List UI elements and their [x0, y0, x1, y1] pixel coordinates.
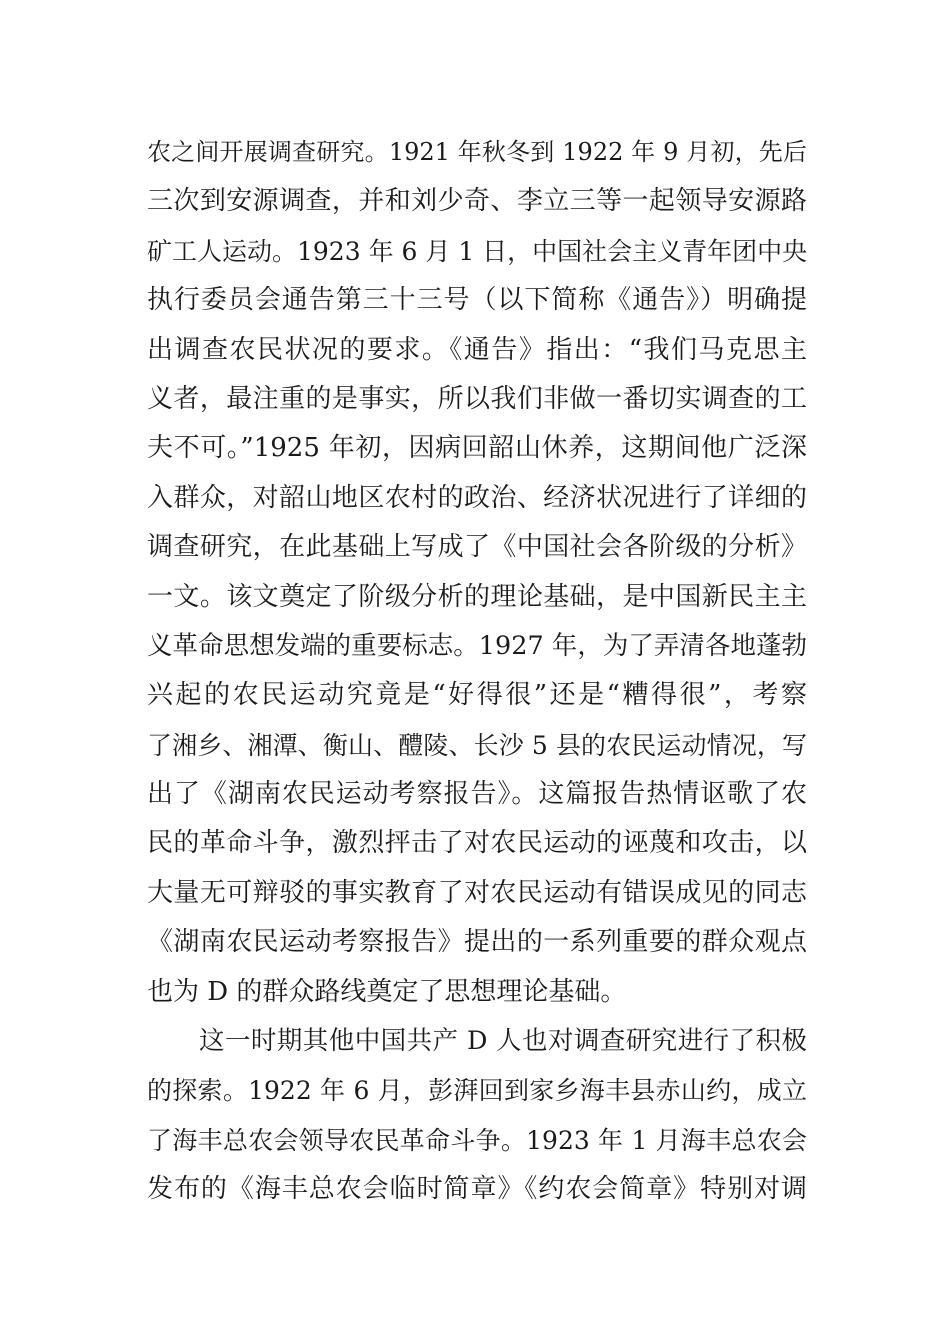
text-line: 《湖南农民运动考察报告》提出的一系列重要的群众观点 — [147, 927, 807, 958]
text-line: 了湘乡、湘潭、衡山、醴陵、长沙 5 县的农民运动情况，写 — [147, 730, 807, 760]
text-line: 一文。该文奠定了阶级分析的理论基础，是中国新民主主 — [147, 581, 807, 612]
text-line: 的探索。1922 年 6 月，彭湃回到家乡海丰县赤山约，成立 — [147, 1076, 807, 1106]
text-line: 矿工人运动。1923 年 6 月 1 日，中国社会主义青年团中央 — [147, 236, 807, 266]
text-line: 发布的《海丰总农会临时简章》《约农会简章》特别对调 — [147, 1174, 807, 1205]
text-line: 兴起的农民运动究竟是“好得很”还是“糟得很”，考察 — [147, 680, 807, 711]
text-line: 入群众，对韶山地区农村的政治、经济状况进行了详细的 — [147, 482, 807, 513]
text-line: 了海丰总农会领导农民革命斗争。1923 年 1 月海丰总农会 — [147, 1125, 807, 1155]
text-line: 调查研究，在此基础上写成了《中国社会各阶级的分析》 — [147, 532, 807, 563]
text-line: 出调查农民状况的要求。《通告》指出：“我们马克思主 — [147, 334, 807, 365]
text-line: 夫不可。”1925 年初，因病回韶山休养，这期间他广泛深 — [147, 433, 807, 464]
body-text — [147, 128, 807, 1215]
text-line: 农之间开展调查研究。1921 年秋冬到 1922 年 9 月初，先后 — [147, 138, 807, 166]
text-line: 执行委员会通告第三十三号（以下简称《通告》）明确提 — [147, 285, 807, 316]
text-line: 民的革命斗争，激烈抨击了对农民运动的诬蔑和攻击，以 — [147, 828, 807, 859]
text-line: 这一时期其他中国共产 D 人也对调查研究进行了积极 — [199, 1026, 807, 1057]
text-line: 义者，最注重的是事实，所以我们非做一番切实调查的工 — [147, 383, 807, 414]
text-line: 也为 D 的群众路线奠定了思想理论基础。 — [147, 976, 627, 1007]
text-line: 义革命思想发端的重要标志。1927 年，为了弄清各地蓬勃 — [147, 630, 807, 661]
text-line: 出了《湖南农民运动考察报告》。这篇报告热情讴歌了农 — [147, 779, 807, 810]
text-line: 大量无可辩驳的事实教育了对农民运动有错误成见的同志 — [147, 877, 807, 908]
text-line: 三次到安源调查，并和刘少奇、李立三等一起领导安源路 — [147, 186, 807, 217]
